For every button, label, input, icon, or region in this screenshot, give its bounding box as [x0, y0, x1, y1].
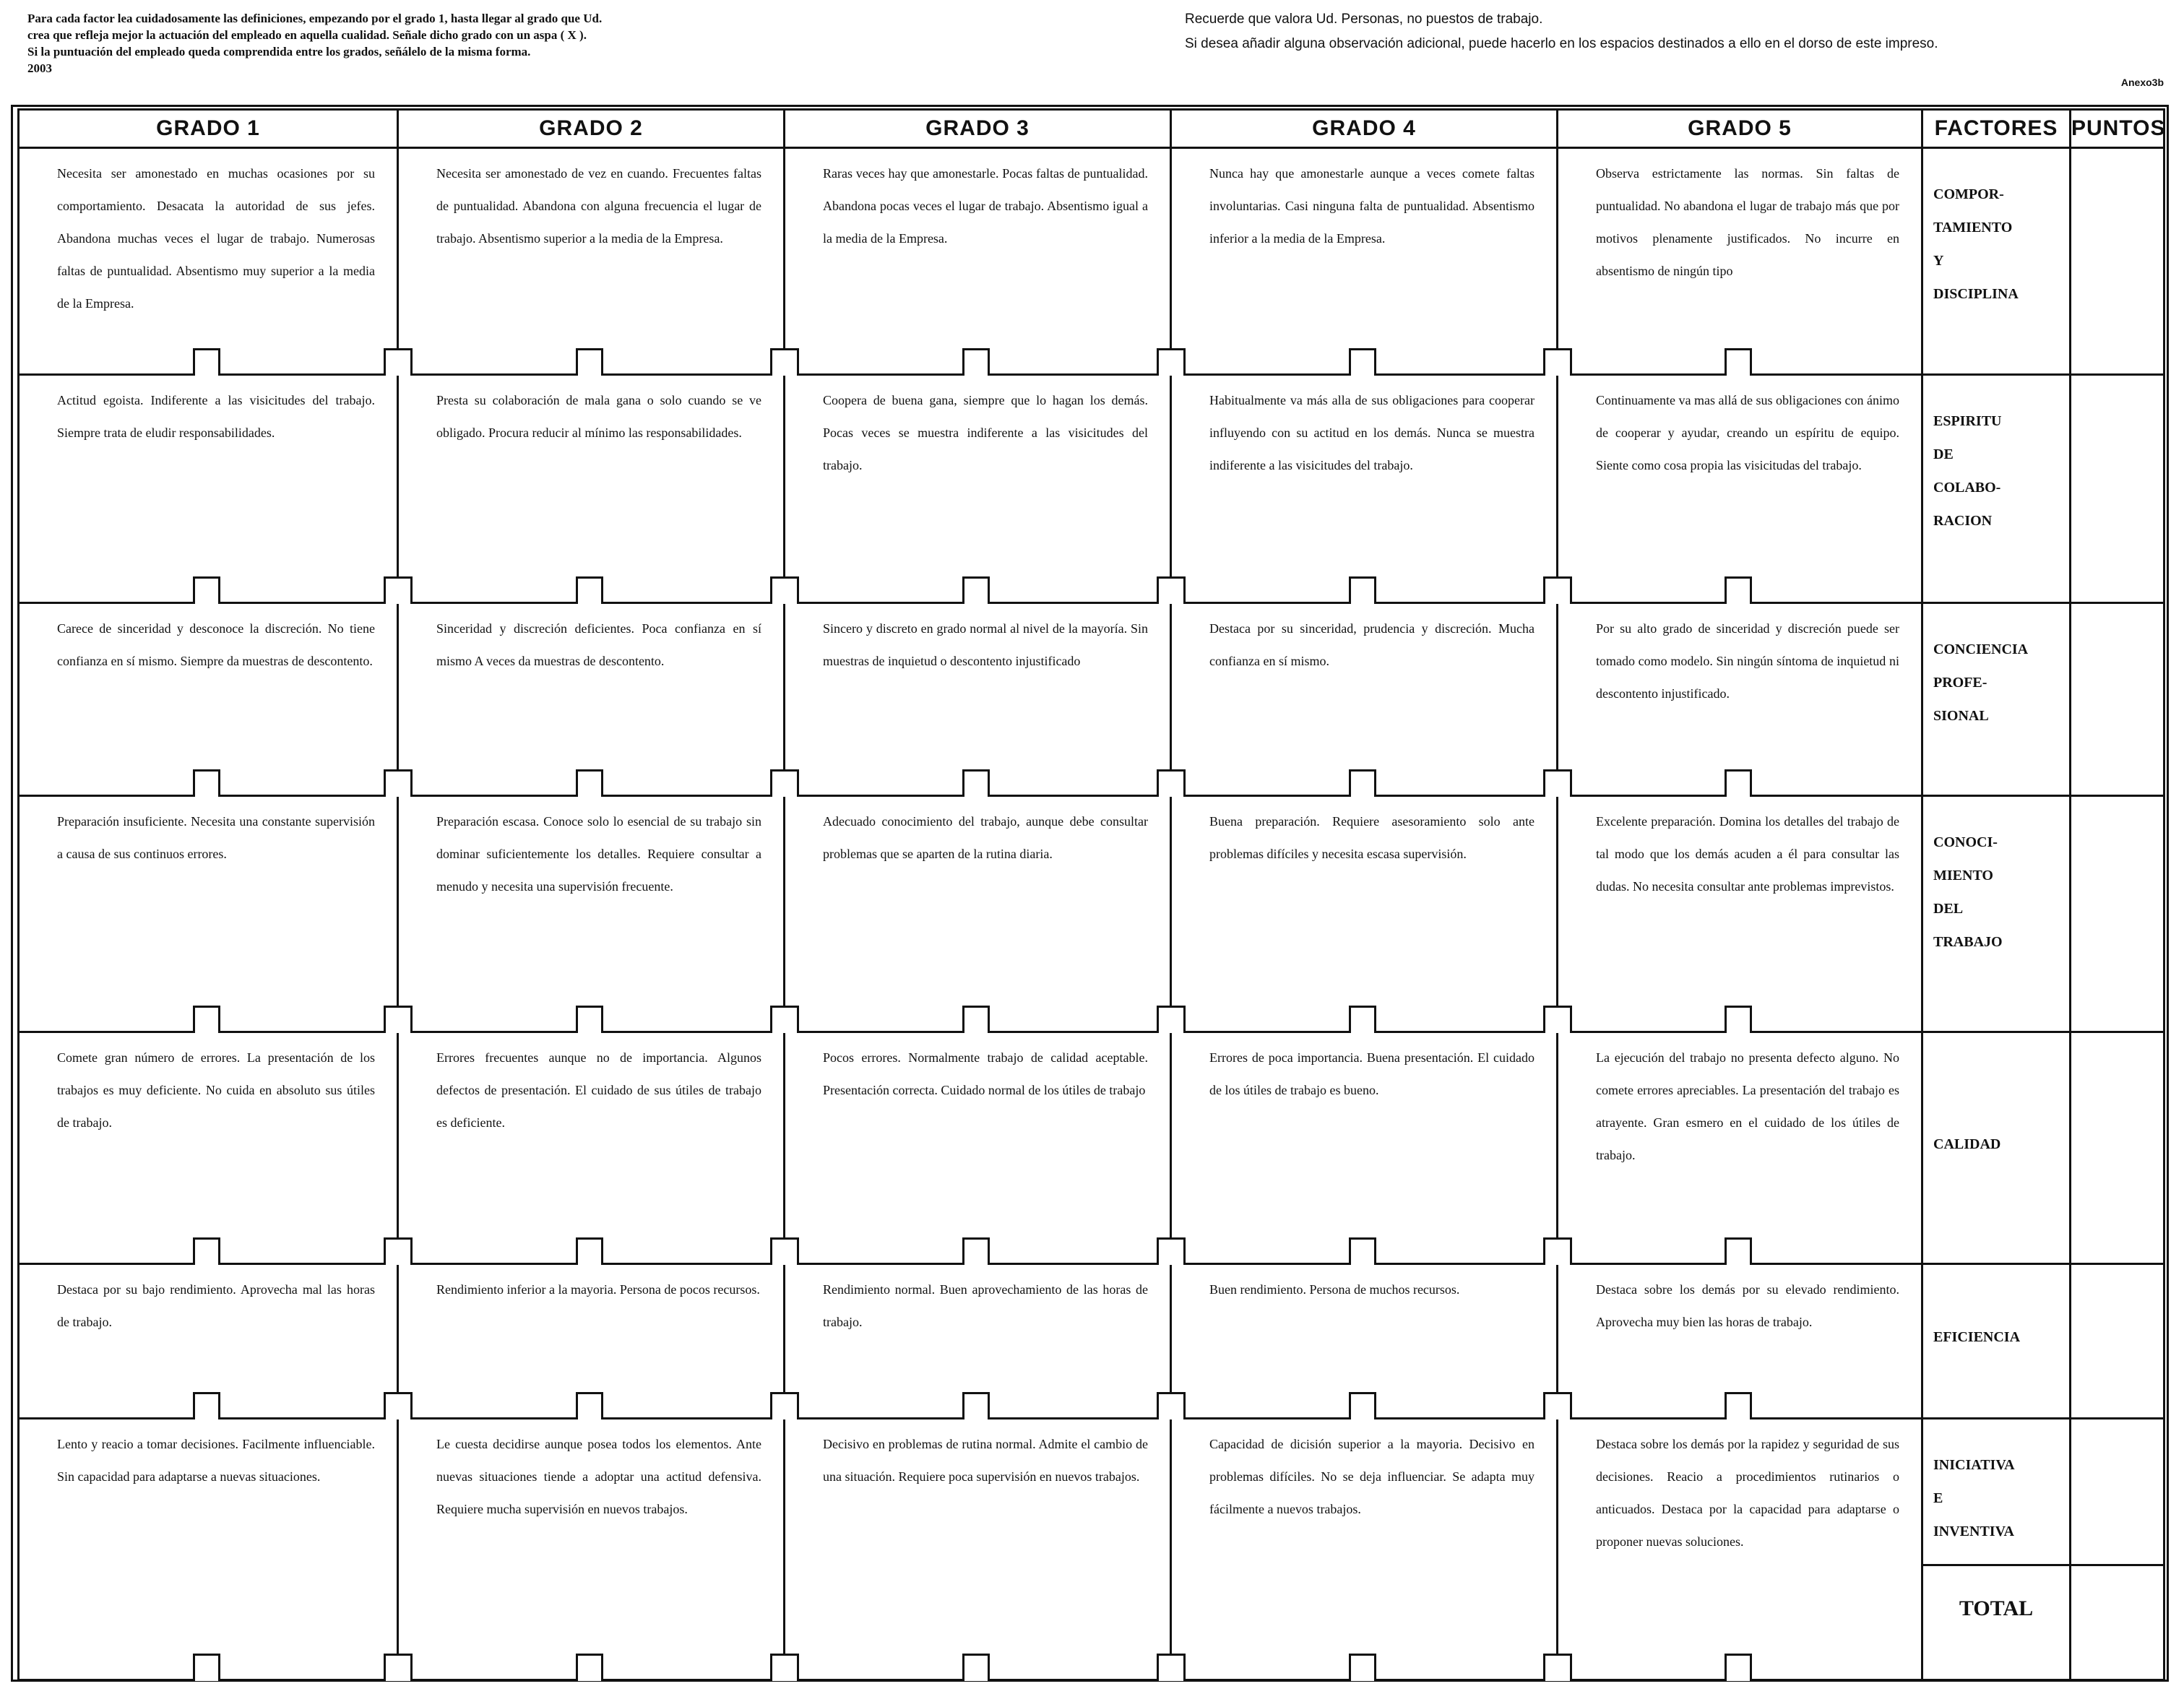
factor-label-line: DEL: [1933, 901, 1964, 917]
grade-description: Rendimiento inferior a la mayoria. Persona de pocos recursos.: [436, 1282, 760, 1297]
puntos-cell[interactable]: [2071, 796, 2164, 1032]
grade-checkbox[interactable]: [962, 1006, 990, 1033]
factor-label-line: TAMIENTO: [1933, 220, 2013, 235]
factor-cell: [1922, 375, 2071, 603]
factor-row: [19, 1264, 2164, 1419]
grade-description: Necesita ser amonestado en muchas ocasiones por su comportamiento. Desacata la autoridad de sus jefes. Abandona muchas veces el lugar de trabajo. Numerosas faltas de puntualidad. Absentismo muy superior a la media de la Empresa.: [57, 166, 375, 311]
grade-checkbox[interactable]: [193, 769, 220, 797]
grade-checkbox[interactable]: [193, 1654, 220, 1681]
grade-description: Por su alto grado de sinceridad y discreción puede ser tomado como modelo. Sin ningún síntoma de inquietud ni descontento injustificado.: [1596, 621, 1899, 701]
instruction-line: Si la puntuación del empleado queda comprendida entre los grados, señálelo de la misma forma.: [27, 45, 531, 59]
grade-checkbox[interactable]: [1349, 1654, 1376, 1681]
grade-cell: [785, 1264, 1171, 1419]
grade-description: Errores frecuentes aunque no de importancia. Algunos defectos de presentación. El cuidado de sus útiles de trabajo es deficiente.: [436, 1050, 761, 1130]
grade-description: Destaca sobre los demás por su elevado rendimiento. Aprovecha muy bien las horas de trabajo.: [1596, 1282, 1899, 1329]
factor-cell: [1922, 603, 2071, 796]
grade-description: Sinceridad y discreción deficientes. Poca confianza en sí mismo A veces da muestras de descontento.: [436, 621, 761, 668]
factor-row: [19, 1419, 2164, 1680]
grade-checkbox[interactable]: [576, 348, 603, 376]
instruction-line: Para cada factor lea cuidadosamente las definiciones, empezando por el grado 1, hasta llegar al grado que Ud.: [27, 12, 603, 25]
grade-description: Sincero y discreto en grado normal al nivel de la mayoría. Sin muestras de inquietud o descontento injustificado: [823, 621, 1148, 668]
header-factores: FACTORES: [1922, 110, 2071, 148]
grade-cell: [785, 1032, 1171, 1264]
grade-description: Preparación insuficiente. Necesita una constante supervisión a causa de sus continuos errores.: [57, 814, 375, 861]
grade-cell: [398, 603, 785, 796]
grade-checkbox[interactable]: [962, 1237, 990, 1265]
grade-description: Coopera de buena gana, siempre que lo hagan los demás. Pocas veces se muestra indiferente a las visicitudes del trabajo.: [823, 393, 1148, 472]
grade-cell: [1171, 1419, 1558, 1680]
puntos-cell[interactable]: [2071, 603, 2164, 796]
grade-checkbox[interactable]: [193, 1237, 220, 1265]
grade-checkbox[interactable]: [1725, 576, 1752, 604]
grade-cell: [19, 796, 398, 1032]
factor-cell: [1922, 1419, 2071, 1680]
header-grado-3: GRADO 3: [785, 110, 1171, 148]
grade-checkbox[interactable]: [193, 576, 220, 604]
grade-cell: [1171, 796, 1558, 1032]
factor-label-line: Y: [1933, 253, 1944, 269]
grade-cell: [785, 1419, 1171, 1680]
grade-description: Continuamente va mas allá de sus obligaciones con ánimo de cooperar y ayudar, creando un espíritu de equipo. Siente como cosa propia las visicitudas del trabajo.: [1596, 393, 1899, 472]
grade-cell: [1171, 603, 1558, 796]
grade-description: Le cuesta decidirse aunque posea todos los elementos. Ante nuevas situaciones tiende a adoptar una actitud defensiva. Requiere mucha supervisión en nuevos trabajos.: [436, 1437, 761, 1516]
grade-checkbox[interactable]: [962, 576, 990, 604]
grade-checkbox[interactable]: [576, 1654, 603, 1681]
grade-cell: [1558, 1419, 1922, 1680]
grade-checkbox[interactable]: [576, 576, 603, 604]
grade-cell: [398, 1419, 785, 1680]
instruction-line: Si desea añadir alguna observación adicional, puede hacerlo en los espacios destinados a ello en el dorso de este impreso.: [1185, 36, 1938, 51]
factor-cell: [1922, 1032, 2071, 1264]
grade-checkbox[interactable]: [576, 1392, 603, 1419]
grade-description: Buen rendimiento. Persona de muchos recursos.: [1209, 1282, 1460, 1297]
grade-description: Presta su colaboración de mala gana o solo cuando se ve obligado. Procura reducir al mínimo las responsabilidades.: [436, 393, 761, 440]
grade-description: Buena preparación. Requiere asesoramiento solo ante problemas difíciles y necesita escasa supervisión.: [1209, 814, 1535, 861]
grade-description: Necesita ser amonestado de vez en cuando. Frecuentes faltas de puntualidad. Abandona con alguna frecuencia el lugar de trabajo. Absentismo superior a la media de la Empresa.: [436, 166, 761, 246]
instructions-right: [1185, 7, 2167, 56]
factor-row: [19, 796, 2164, 1032]
factor-row: [19, 1032, 2164, 1264]
evaluation-table: [17, 108, 2165, 1681]
grade-cell: [1171, 375, 1558, 603]
puntos-cell[interactable]: [2071, 1419, 2164, 1680]
grade-checkbox[interactable]: [1725, 348, 1752, 376]
grade-cell: [1171, 1264, 1558, 1419]
grade-description: Capacidad de dicisión superior a la mayoria. Decisivo en problemas difíciles. No se deja influenciar. Se adapta muy fácilmente a nuevos trabajos.: [1209, 1437, 1535, 1516]
factor-label-line: MIENTO: [1933, 868, 1993, 883]
annex-label: Anexo3b: [2120, 77, 2164, 88]
grade-checkbox[interactable]: [1725, 769, 1752, 797]
factor-label-line: EFICIENCIA: [1933, 1329, 2021, 1345]
instruction-line: Recuerde que valora Ud. Personas, no puestos de trabajo.: [1185, 12, 1543, 27]
puntos-cell[interactable]: [2071, 1032, 2164, 1264]
factor-label-line: SIONAL: [1933, 708, 1989, 724]
factor-label-line: COLABO-: [1933, 480, 2001, 496]
grade-description: Carece de sinceridad y desconoce la discreción. No tiene confianza en sí mismo. Siempre da muestras de descontento.: [57, 621, 375, 668]
factor-label-line: RACION: [1933, 513, 1993, 529]
grade-checkbox[interactable]: [1349, 769, 1376, 797]
grade-cell: [1558, 603, 1922, 796]
grade-description: La ejecución del trabajo no presenta defecto alguno. No comete errores apreciables. La presentación del trabajo es atrayente. Gran esmero en el cuidado de los útiles de trabajo.: [1596, 1050, 1899, 1162]
grade-cell: [398, 796, 785, 1032]
factor-label-line: CONOCI-: [1933, 834, 1998, 850]
form-year: 2003: [27, 61, 52, 75]
grade-cell: [1558, 1032, 1922, 1264]
factor-row: [19, 148, 2164, 375]
grade-checkbox[interactable]: [193, 1006, 220, 1033]
grade-description: Pocos errores. Normalmente trabajo de calidad aceptable. Presentación correcta. Cuidado normal de los útiles de trabajo: [823, 1050, 1148, 1097]
puntos-cell[interactable]: [2071, 375, 2164, 603]
header-grado-1: GRADO 1: [19, 110, 398, 148]
factor-label-line: INICIATIVA: [1933, 1457, 2015, 1473]
grade-cell: [398, 1264, 785, 1419]
factor-row: [19, 603, 2164, 796]
grade-cell: [398, 375, 785, 603]
grade-checkbox[interactable]: [1725, 1392, 1752, 1419]
total-label: TOTAL: [1923, 1564, 2069, 1679]
grade-cell: [1558, 1264, 1922, 1419]
grade-checkbox[interactable]: [1725, 1237, 1752, 1265]
grade-description: Destaca por su sinceridad, prudencia y discreción. Mucha confianza en sí mismo.: [1209, 621, 1535, 668]
grade-description: Raras veces hay que amonestarle. Pocas faltas de puntualidad. Abandona pocas veces el lugar de trabajo. Absentismo igual a la media de la Empresa.: [823, 166, 1148, 246]
factor-label-line: COMPOR-: [1933, 186, 2004, 202]
grade-cell: [785, 375, 1171, 603]
grade-checkbox[interactable]: [962, 1654, 990, 1681]
grade-checkbox[interactable]: [576, 1006, 603, 1033]
factor-cell: [1922, 148, 2071, 375]
header-grado-2: GRADO 2: [398, 110, 785, 148]
grade-checkbox[interactable]: [962, 1392, 990, 1419]
factor-label-line: DISCIPLINA: [1933, 286, 2019, 302]
grade-description: Decisivo en problemas de rutina normal. Admite el cambio de una situación. Requiere poca supervisión en nuevos trabajos.: [823, 1437, 1148, 1484]
grade-cell: [19, 148, 398, 375]
factor-cell: [1922, 796, 2071, 1032]
grade-description: Actitud egoista. Indiferente a las visicitudes del trabajo. Siempre trata de eludir responsabilidades.: [57, 393, 375, 440]
grade-checkbox[interactable]: [576, 769, 603, 797]
grade-description: Lento y reacio a tomar decisiones. Facilmente influenciable. Sin capacidad para adaptarse a nuevas situaciones.: [57, 1437, 375, 1484]
instruction-line: crea que refleja mejor la actuación del empleado en aquella cualidad. Señale dicho grado con un aspa ( X ).: [27, 28, 587, 42]
grade-cell: [1558, 796, 1922, 1032]
grade-cell: [1558, 375, 1922, 603]
grade-cell: [19, 375, 398, 603]
header-puntos: PUNTOS: [2071, 110, 2164, 148]
grade-checkbox[interactable]: [962, 769, 990, 797]
grade-cell: [19, 603, 398, 796]
factor-cell: [1922, 1264, 2071, 1419]
grade-description: Observa estrictamente las normas. Sin faltas de puntualidad. No abandona el lugar de trabajo más que por motivos plenamente justificados. No incurre en absentismo de ningún tipo: [1596, 166, 1899, 278]
header-row: [19, 110, 2164, 148]
factor-label-line: INVENTIVA: [1933, 1524, 2014, 1539]
factor-row: [19, 375, 2164, 603]
grade-checkbox[interactable]: [193, 348, 220, 376]
grade-cell: [19, 1264, 398, 1419]
factor-label-line: ESPIRITU: [1933, 413, 2002, 429]
grade-checkbox[interactable]: [1349, 1392, 1376, 1419]
factor-label-line: CALIDAD: [1933, 1136, 2001, 1152]
grade-checkbox[interactable]: [576, 1237, 603, 1265]
grade-cell: [1171, 1032, 1558, 1264]
total-separator: [2071, 1564, 2163, 1566]
grade-description: Nunca hay que amonestarle aunque a veces comete faltas involuntarias. Casi ninguna falta de puntualidad. Absentismo inferior a la media de la Empresa.: [1209, 166, 1535, 246]
grade-cell: [398, 148, 785, 375]
grade-description: Adecuado conocimiento del trabajo, aunque debe consultar problemas que se aparten de la rutina diaria.: [823, 814, 1148, 861]
grade-description: Preparación escasa. Conoce solo lo esencial de su trabajo sin dominar suficientemente los detalles. Requiere consultar a menudo y necesita una supervisión frecuente.: [436, 814, 761, 894]
grade-cell: [19, 1419, 398, 1680]
puntos-cell[interactable]: [2071, 1264, 2164, 1419]
grade-cell: [785, 148, 1171, 375]
grade-checkbox[interactable]: [1349, 1006, 1376, 1033]
grade-cell: [1558, 148, 1922, 375]
grade-checkbox[interactable]: [1725, 1654, 1752, 1681]
grade-cell: [398, 1032, 785, 1264]
grade-description: Errores de poca importancia. Buena presentación. El cuidado de los útiles de trabajo es bueno.: [1209, 1050, 1535, 1097]
header-grado-4: GRADO 4: [1171, 110, 1558, 148]
grade-description: Rendimiento normal. Buen aprovechamiento de las horas de trabajo.: [823, 1282, 1148, 1329]
grade-checkbox[interactable]: [1725, 1006, 1752, 1033]
grade-cell: [785, 603, 1171, 796]
grade-description: Excelente preparación. Domina los detalles del trabajo de tal modo que los demás acuden a él para consultar las dudas. No necesita consultar ante problemas imprevistos.: [1596, 814, 1899, 894]
grade-checkbox[interactable]: [193, 1392, 220, 1419]
grade-cell: [19, 1032, 398, 1264]
factor-label-line: CONCIENCIA: [1933, 641, 2029, 657]
grade-description: Habitualmente va más alla de sus obligaciones para cooperar influyendo con su actitud en los demás. Nunca se muestra indiferente a las visicitudes del trabajo.: [1209, 393, 1535, 472]
grade-checkbox[interactable]: [962, 348, 990, 376]
factor-label-line: E: [1933, 1490, 1943, 1506]
grade-description: Comete gran número de errores. La presentación de los trabajos es muy deficiente. No cuida en absoluto sus útiles de trabajo.: [57, 1050, 375, 1130]
grade-cell: [785, 796, 1171, 1032]
grade-checkbox[interactable]: [1349, 1237, 1376, 1265]
grade-checkbox[interactable]: [1349, 348, 1376, 376]
factor-label-line: DE: [1933, 446, 1954, 462]
grade-description: Destaca por su bajo rendimiento. Aprovecha mal las horas de trabajo.: [57, 1282, 375, 1329]
grade-description: Destaca sobre los demás por la rapidez y seguridad de sus decisiones. Reacio a procedimientos rutinarios o anticuados. Destaca por la capacidad para adaptarse o proponer nuevas soluciones.: [1596, 1437, 1899, 1549]
grade-cell: [1171, 148, 1558, 375]
grade-checkbox[interactable]: [1349, 576, 1376, 604]
factor-label-line: TRABAJO: [1933, 934, 2003, 950]
factor-label-line: PROFE-: [1933, 675, 1987, 691]
puntos-cell[interactable]: [2071, 148, 2164, 375]
header-grado-5: GRADO 5: [1558, 110, 1922, 148]
instructions-left: [27, 10, 1154, 77]
